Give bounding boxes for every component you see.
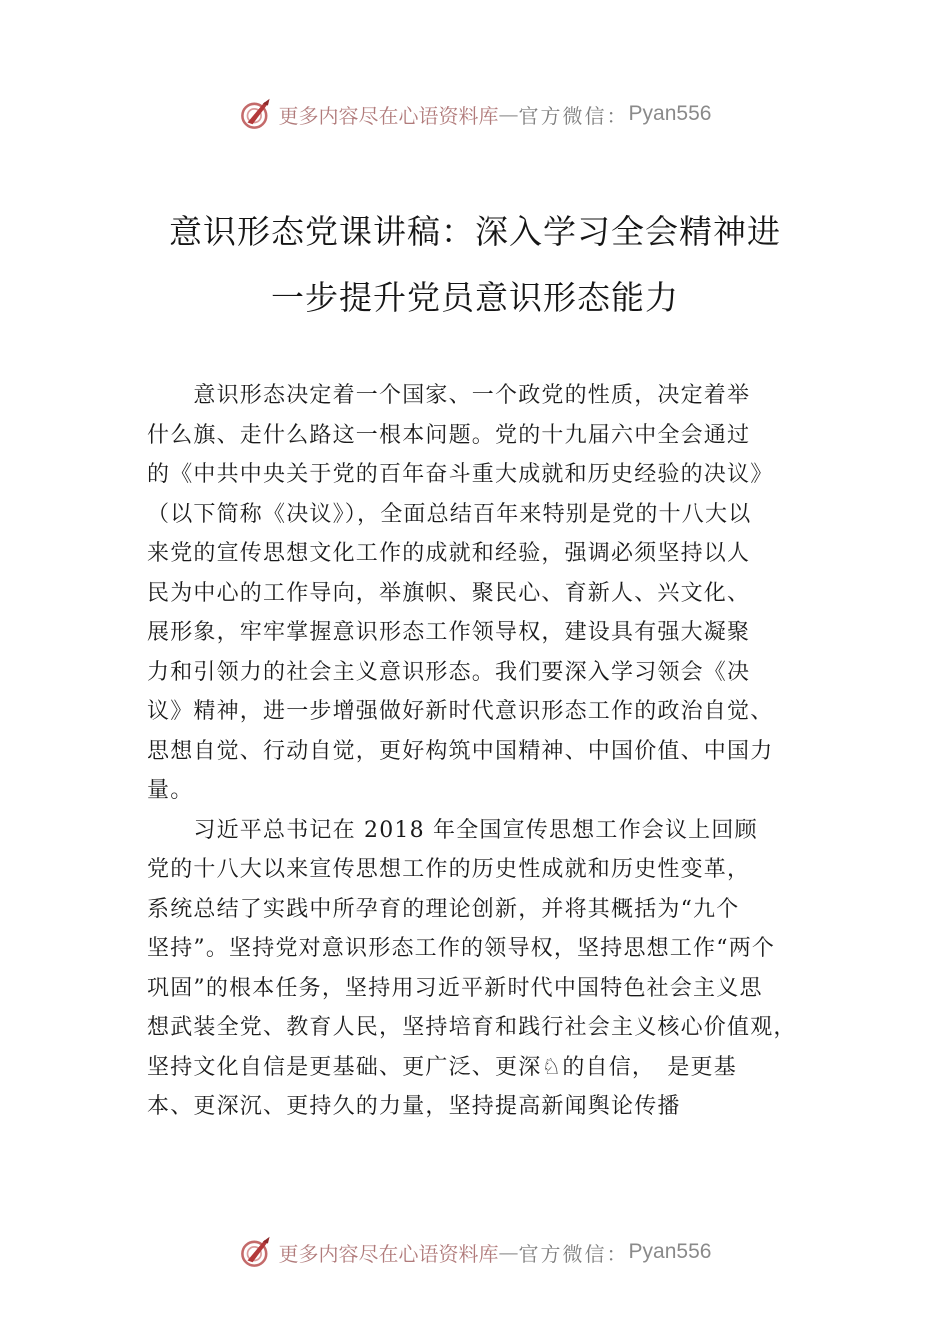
header-banner — [0, 94, 950, 134]
body-line: 坚持文化自信是更基础、更广泛、更深♘的自信， 是更基 — [147, 1055, 737, 1080]
body-line: 议》精神，进一步增强做好新时代意识形态工作的政治自觉、 — [147, 699, 774, 724]
body-line: 的《中共中央关于党的百年奋斗重大成就和历史经验的决议》 — [147, 462, 774, 487]
body-line: 力和引领力的社会主义意识形态。我们要深入学习领会《决 — [147, 660, 751, 685]
body-line: （以下简称《决议》），全面总结百年来特别是党的十八大以 — [147, 502, 752, 527]
quill-logo-icon — [239, 1235, 273, 1269]
banner-wechat-label: 官方微信： — [518, 1241, 629, 1266]
body-line: 坚持”。坚持党对意识形态工作的领导权，坚持思想工作“两个 — [147, 936, 776, 961]
body-line: 什么旗、走什么路这一根本问题。党的十九届六中全会通过 — [147, 423, 751, 448]
body-line: 想武装全党、教育人民，坚持培育和践行社会主义核心价值观， — [147, 1015, 797, 1040]
banner-wechat-id: Pyan556 — [628, 102, 712, 125]
body-line: 民为中心的工作导向，举旗帜、聚民心、育新人、兴文化、 — [147, 581, 751, 606]
body-line: 本、更深沉、更持久的力量，坚持提高新闻舆论传播 — [147, 1094, 681, 1119]
body-line: 意识形态决定着一个国家、一个政党的性质，决定着举 — [147, 383, 751, 408]
body-line: 巩固”的根本任务，坚持用习近平新时代中国特色社会主义思 — [147, 976, 763, 1001]
body-line: 量。 — [147, 778, 194, 803]
body-line: 来党的宣传思想文化工作的成就和经验，强调必须坚持以人 — [147, 541, 751, 566]
body-line: 习近平总书记在 2018 年全国宣传思想工作会议上回顾 — [147, 818, 758, 843]
banner-separator: — — [498, 1240, 519, 1264]
body-line: 党的十八大以来宣传思想工作的历史性成就和历史性变革， — [147, 857, 751, 882]
body-line: 思想自觉、行动自觉，更好构筑中国精神、中国价值、中国力 — [147, 739, 774, 764]
body-line: 展形象，牢牢掌握意识形态工作领导权，建设具有强大凝聚 — [147, 620, 751, 645]
banner-text: 更多内容尽在心语资料库 — [278, 1241, 499, 1266]
banner-separator: — — [498, 102, 519, 126]
banner-text: 更多内容尽在心语资料库 — [278, 103, 499, 128]
quill-logo-icon — [239, 97, 273, 131]
document-title-line-1: 意识形态党课讲稿：深入学习全会精神进 — [169, 212, 781, 251]
footer-banner — [0, 1232, 950, 1272]
banner-wechat-label: 官方微信： — [518, 103, 629, 128]
banner-wechat-id: Pyan556 — [628, 1240, 712, 1263]
document-title-line-2: 一步提升党员意识形态能力 — [271, 278, 679, 317]
body-line: 系统总结了实践中所孕育的理论创新，并将其概括为“九个 — [147, 897, 740, 922]
